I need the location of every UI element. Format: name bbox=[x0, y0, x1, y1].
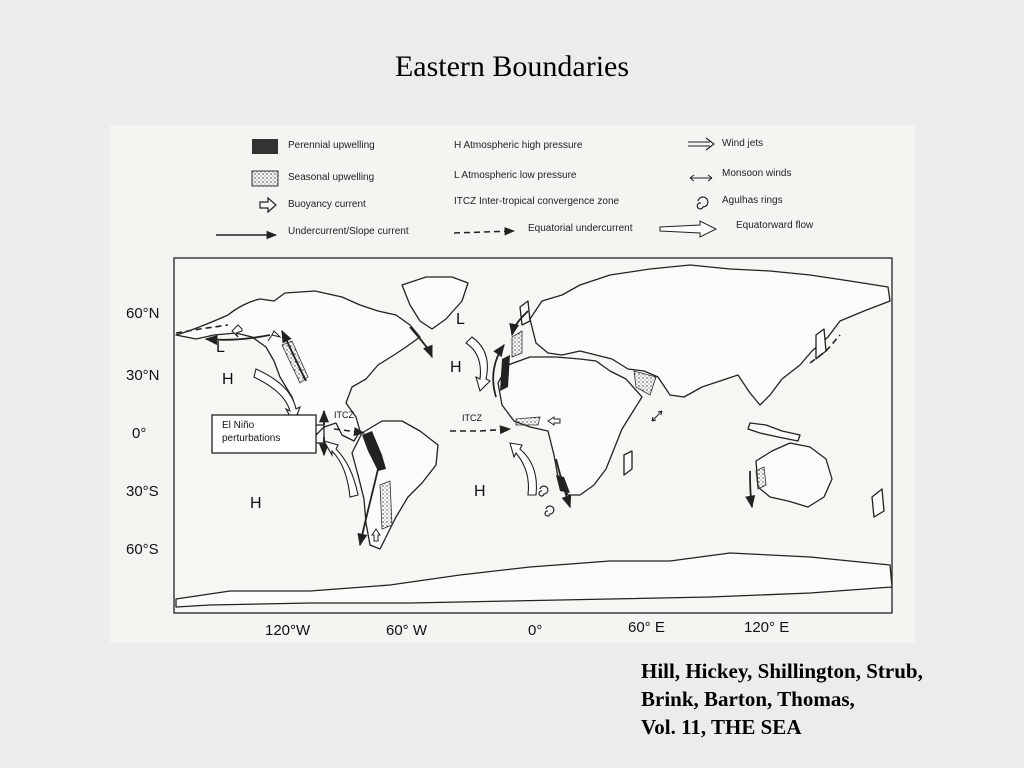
seasonal-upwelling-swatch bbox=[252, 171, 278, 186]
el-nino-label-2: perturbations bbox=[222, 433, 281, 444]
lat-label-60s: 60°S bbox=[126, 541, 159, 558]
equatorial-undercurrent-icon bbox=[454, 231, 514, 233]
pressure-high-n-atlantic: H bbox=[450, 359, 462, 376]
slide-title: Eastern Boundaries bbox=[394, 50, 630, 83]
upwelling-world-map-figure bbox=[110, 125, 915, 643]
lat-label-0: 0° bbox=[132, 425, 147, 442]
pressure-high-n-pacific: H bbox=[222, 371, 234, 388]
legend-low-label: L Atmospheric low pressure bbox=[454, 170, 577, 181]
legend-perennial-label: Perennial upwelling bbox=[288, 140, 375, 151]
legend-windjets-label: Wind jets bbox=[722, 138, 764, 149]
itcz-label-atlantic: ITCZ bbox=[462, 413, 482, 423]
legend-equatorward-label: Equatorward flow bbox=[736, 220, 814, 231]
lon-label-60w: 60° W bbox=[386, 622, 428, 639]
legend-high-label: H Atmospheric high pressure bbox=[454, 140, 583, 151]
monsoon-winds-icon bbox=[690, 175, 712, 181]
wind-jets-icon bbox=[688, 138, 714, 150]
itcz-label-pacific: ITCZ bbox=[334, 410, 354, 420]
lon-label-120e: 120° E bbox=[744, 619, 790, 636]
pressure-high-s-atlantic: H bbox=[474, 483, 486, 500]
w-australia-seasonal-upwelling bbox=[756, 467, 766, 489]
legend-itcz-label: ITCZ Inter-tropical convergence zone bbox=[454, 196, 620, 207]
citation-block bbox=[641, 657, 923, 741]
pressure-low-n-pacific: L bbox=[216, 339, 225, 356]
agulhas-rings-icon bbox=[697, 197, 708, 209]
perennial-upwelling-swatch bbox=[252, 139, 278, 154]
legend-monsoon-label: Monsoon winds bbox=[722, 168, 792, 179]
legend-undercurrent-label: Undercurrent/Slope current bbox=[288, 226, 409, 237]
pressure-low-n-atlantic: L bbox=[456, 311, 465, 328]
legend-buoyancy-label: Buoyancy current bbox=[288, 199, 366, 210]
legend-agulhas-label: Agulhas rings bbox=[722, 195, 783, 206]
el-nino-label: El Niño bbox=[222, 420, 255, 431]
pressure-high-s-pacific: H bbox=[250, 495, 262, 512]
equatorward-flow-icon bbox=[660, 221, 716, 237]
lon-label-0: 0° bbox=[528, 622, 543, 639]
citation-line-2: Brink, Barton, Thomas, bbox=[641, 687, 855, 711]
lat-label-30n: 30°N bbox=[126, 367, 160, 384]
buoyancy-current-icon bbox=[260, 198, 276, 212]
citation-line-3: Vol. 11, THE SEA bbox=[641, 715, 802, 739]
lat-label-60n: 60°N bbox=[126, 305, 160, 322]
lat-label-30s: 30°S bbox=[126, 483, 159, 500]
lon-label-60e: 60° E bbox=[628, 619, 665, 636]
lon-label-120w: 120°W bbox=[265, 622, 311, 639]
chile-seasonal-upwelling bbox=[380, 481, 392, 529]
legend-seasonal-label: Seasonal upwelling bbox=[288, 172, 375, 183]
citation-line-1: Hill, Hickey, Shillington, Strub, bbox=[641, 659, 923, 683]
legend-equatorial-label: Equatorial undercurrent bbox=[528, 223, 633, 234]
